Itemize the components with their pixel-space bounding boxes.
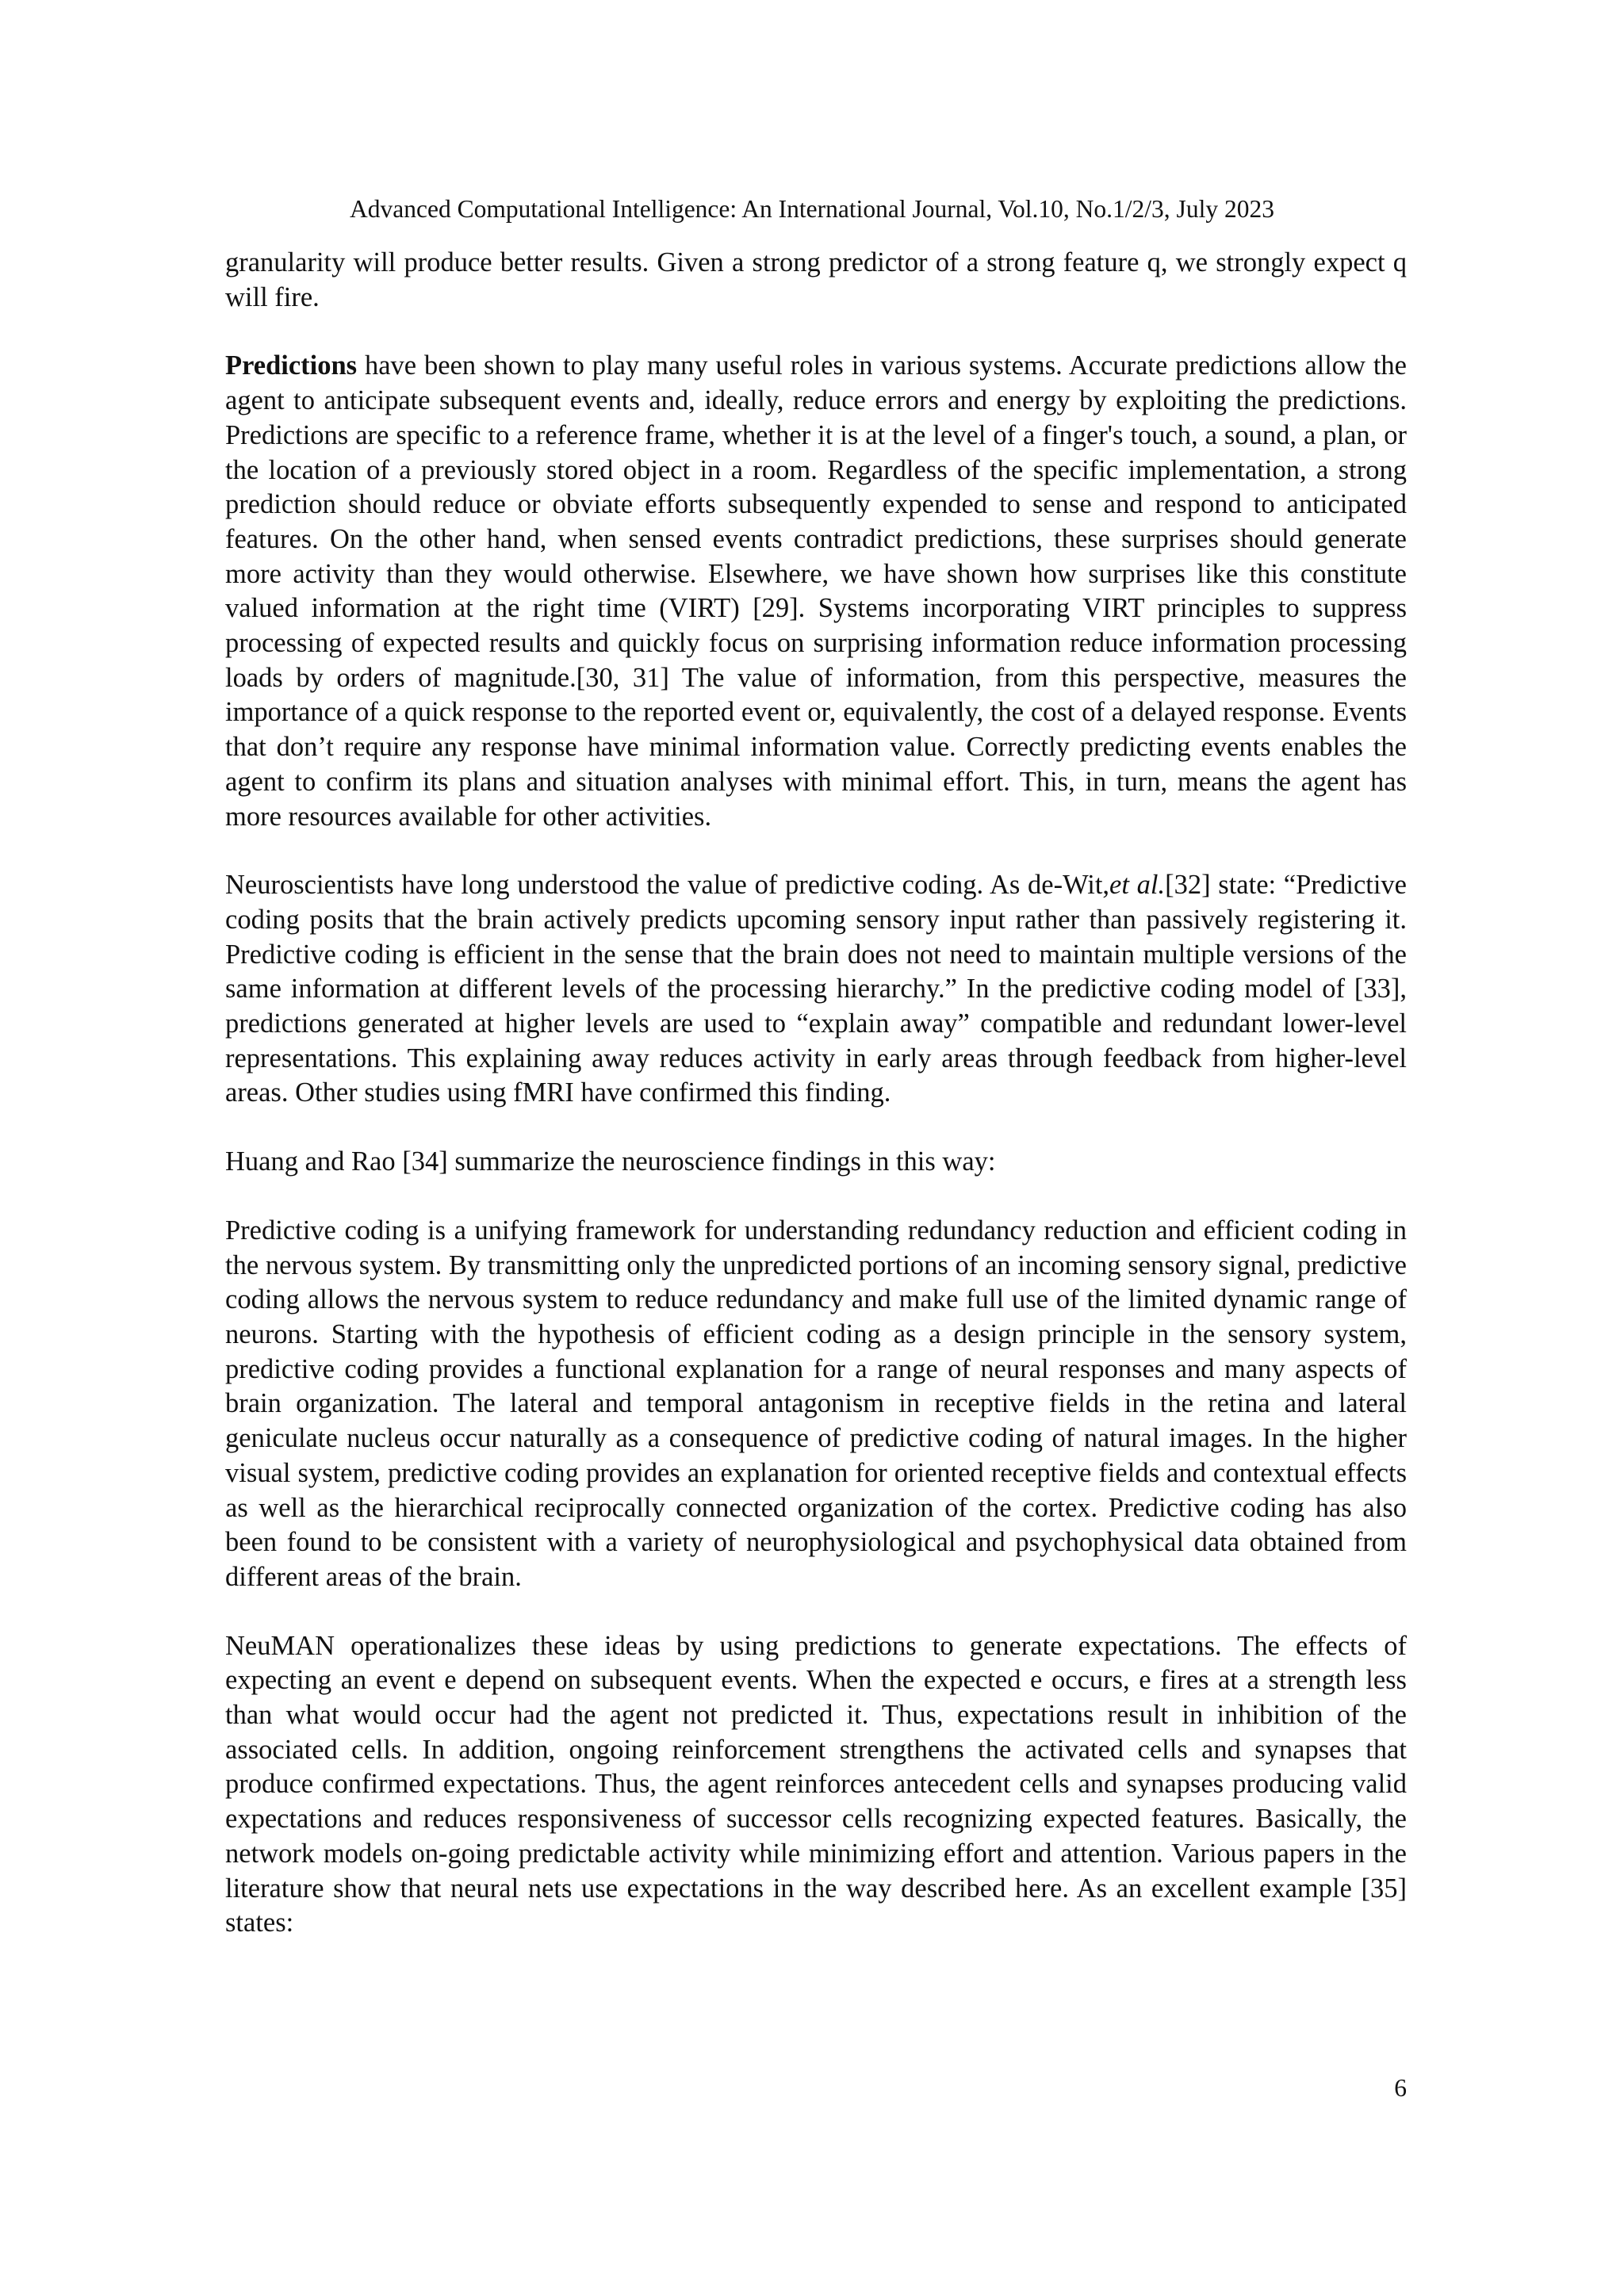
paragraph-quoted-summary: Predictive coding is a unifying framework for understanding redundancy reduction and efficient coding in the nervous system. By transmitting only the unpredicted portions of an incoming sensory signal, predictive coding allows the nervous system to reduce redundancy and make full use of the limited dynamic range of neurons. Starting with the hypothesis of efficient coding as a design principle in the sensory system, predictive coding provides a functional explanation for a range of neural responses and many aspects of brain organization. The lateral and temporal antagonism in receptive fields in the retina and lateral geniculate nucleus occur naturally as a consequence of predictive coding of natural images. In the higher visual system, predictive coding provides an explanation for oriented receptive fields and contextual effects as well as the hierarchical reciprocally connected organization of the cortex. Predictive coding has also been found to be consistent with a variety of neurophysiological and psychophysical data obtained from different areas of the brain. <box>225 1215 1407 1592</box>
page-number: 6 <box>1394 2074 1407 2102</box>
body-text <box>225 246 1407 1941</box>
paragraph-neuman: NeuMAN operationalizes these ideas by using predictions to generate expectations. The effects of expecting an event e depend on subsequent events. When the expected e occurs, e fires at a strength less than what would occur had the agent not predicted it. Thus, expectations result in inhibition of the associated cells. In addition, ongoing reinforcement strengthens the activated cells and synapses that produce confirmed expectations. Thus, the agent reinforces antecedent cells and synapses producing valid expectations and reduces responsiveness of successor cells recognizing expected features. Basically, the network models on-going predictable activity while minimizing effort and attention. Various papers in the literature show that neural nets use expectations in the way described here. As an excellent example [35] states: <box>225 1630 1407 1938</box>
paragraph-predictions <box>225 349 1407 834</box>
paragraph-huang-rao: Huang and Rao [34] summarize the neuroscience findings in this way: <box>225 1146 996 1177</box>
citation-et-al: et al. <box>1109 870 1166 901</box>
paragraph-neuroscientists-before: Neuroscientists have long understood the value of predictive coding. As de-Wit, <box>225 870 1110 901</box>
lead-term-predictions: Predictions <box>225 350 358 381</box>
paragraph-predictions-text: have been shown to play many useful roles in various systems. Accurate predictions allow the agent to anticipate subsequent events and, ideally, reduce errors and energy by exploiting the predictions. Predictions are specific to a reference frame, whether it is at the level of a finger's touch, a sound, a plan, or the location of a previously stored object in a room. Regardless of the specific implementation, a strong prediction should reduce or obviate efforts subsequently expended to sense and respond to anticipated features. On the other hand, when sensed events contradict predictions, these surprises should generate more activity than they would otherwise. Elsewhere, we have shown how surprises like this constitute valued information at the right time (VIRT) [29]. Systems incorporating VIRT principles to suppress processing of expected results and quickly focus on surprising information reduce information processing loads by orders of magnitude.[30, 31] The value of information, from this perspective, measures the importance of a quick response to the reported event or, equivalently, the cost of a delayed response. Events that don’t require any response have minimal information value. Correctly predicting events enables the agent to confirm its plans and situation analyses with minimal effort. This, in turn, means the agent has more resources available for other activities. <box>225 350 1407 832</box>
paragraph-neuroscientists-after: [32] state: “Predictive coding posits that the brain actively predicts upcoming sensory input rather than passively registering it. Predictive coding is efficient in the sense that the brain does not need to maintain multiple versions of the same information at different levels of the processing hierarchy.” In the predictive coding model of [33], predictions generated at higher levels are used to “explain away” compatible and redundant lower-level representations. This explaining away reduces activity in early areas through feedback from higher-level areas. Other studies using fMRI have confirmed this finding. <box>225 870 1407 1108</box>
paragraph-neuroscientists <box>225 868 1407 1111</box>
running-header: Advanced Computational Intelligence: An International Journal, Vol.10, No.1/2/3, July 2023 <box>350 195 1274 223</box>
paragraph-granularity: granularity will produce better results. Given a strong predictor of a strong feature q, we strongly expect q will fire. <box>225 247 1407 312</box>
